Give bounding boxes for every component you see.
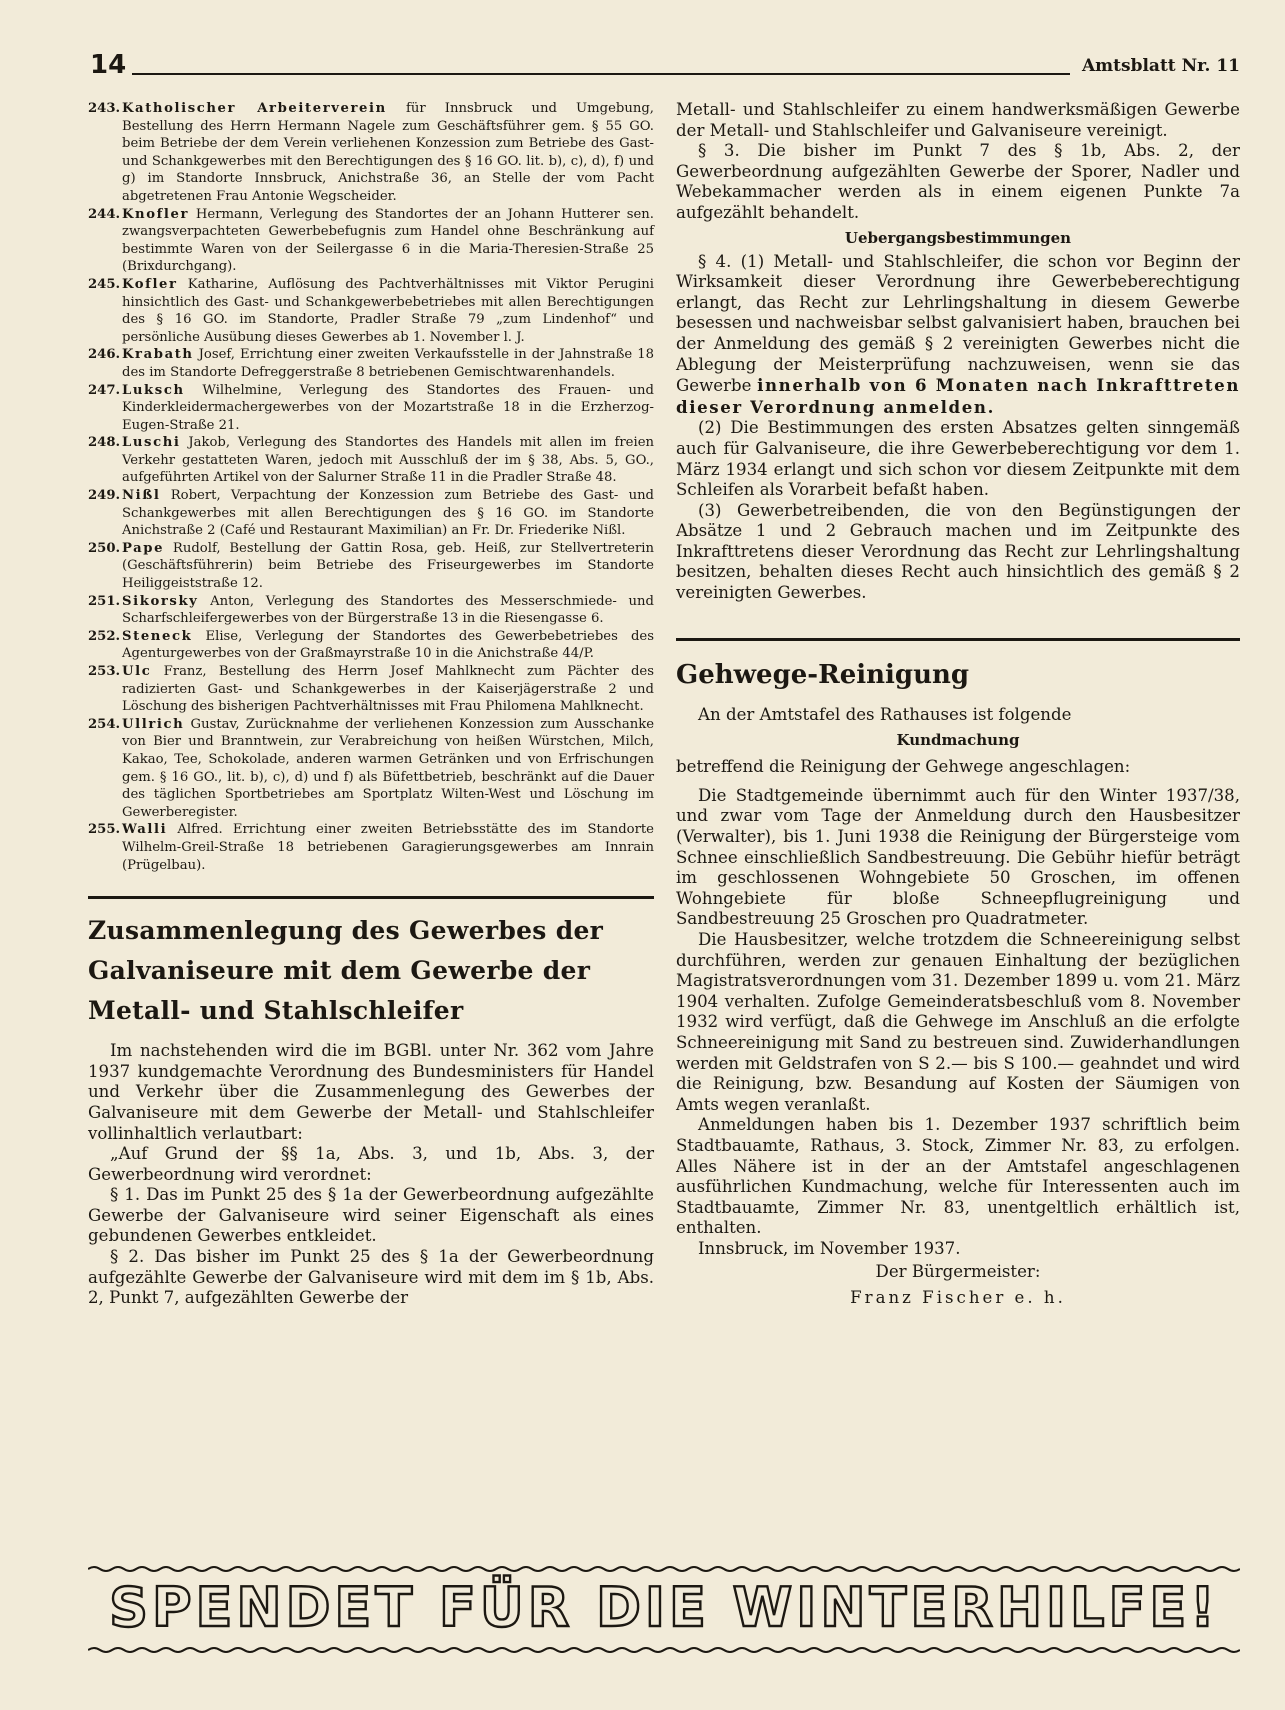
list-item <box>88 276 654 346</box>
entry-text: Rudolf, Bestellung der Gattin Rosa, geb. Heiß, zur Stellvertreterin (Geschäftsführerin) beim Betriebe des Friseurgewerbes im Standorte Heiliggeiststraße 12. <box>122 540 654 592</box>
place-date: Innsbruck, im November 1937. <box>698 1238 961 1258</box>
entry-number: 245. <box>88 276 121 292</box>
entry-text: Franz, Bestellung des Herrn Josef Mahlknecht zum Pächter des radizierten Gast- und Schankgewerbes in der Kaiserjägerstraße 2 und Löschung des bisherigen Pachtverhältnisses mit Frau Philomena Mahlknecht. <box>122 664 654 715</box>
list-item <box>88 593 654 628</box>
article-paragraph: „Auf Grund der §§ 1a, Abs. 3, und 1b, Abs. 3, der Gewerbeordnung wird verordnet: <box>88 1144 654 1184</box>
entry-name: Nißl <box>122 488 161 504</box>
entry-number: 252. <box>88 628 121 644</box>
entry-name: Walli <box>122 822 168 838</box>
entry-text: Gustav, Zurücknahme der verliehenen Konzession zum Ausschanke von Bier und Branntwein, zur Verabreichung von heißen Würstchen, Milch, Kakao, Tee, Schokolade, anderen warmen Getränken und von Erfrischungen gem. § 16 GO., lit. b), c), d) und f) als Büfettbetrieb, beschränkt auf die Dauer des täglichen Sportbetriebes am Sportplatz Wilten-West und Löschung im Gewerberegister. <box>122 716 654 820</box>
entry-name: Katholischer Arbeiterverein <box>122 101 387 116</box>
trade-register-list <box>88 100 654 874</box>
article-paragraph: Metall- und Stahlschleifer zu einem handwerksmäßigen Gewerbe der Metall- und Stahlschleifer und Galvaniseure vereinigt. <box>676 100 1240 140</box>
list-item <box>88 487 654 540</box>
entry-name: Luschi <box>122 435 181 451</box>
entry-text: Wilhelmine, Verlegung des Standortes des Frauen- und Kinderkleidermachergewerbes von der Mozartstraße 18 in die Erzherzog-Eugen-Straße 21. <box>122 382 654 433</box>
article-paragraph: (2) Die Bestimmungen des ersten Absatzes gelten sinngemäß auch für Galvaniseure, die ihre Gewerbeberechtigung vor dem 1. März 1934 erlangt und sich schon vor diesem Zeitpunkte mit dem Schleifen als Vorarbeit befaßt haben. <box>676 418 1240 500</box>
list-item <box>88 100 654 206</box>
left-column <box>88 100 654 1309</box>
article-paragraph: § 3. Die bisher im Punkt 7 des § 1b, Abs. 2, der Gewerbeordnung aufgezählten Gewerbe der Sporer, Nadler und Webekammacher werden als in einem eigenen Punkte 7a aufgezählt behandelt. <box>676 141 1240 222</box>
entry-number: 249. <box>88 488 121 504</box>
notice-paragraph: Die Stadtgemeinde übernimmt auch für den Winter 1937/38, und zwar vom Tage der Anmeldung durch den Hausbesitzer (Verwalter), bis 1. Juni 1938 die Reinigung der Bürgersteige vom Schnee einschließlich Sandbestreuung. Die Gebühr hiefür beträgt im geschlossenen Wohngebiete 50 Groschen, im offenen Wohngebiete für bloße Schneepflugreinigung und Sandbestreuung 25 Groschen pro Quadratmeter. <box>676 785 1240 929</box>
notice-heading: Kundmachung <box>896 731 1020 750</box>
list-item <box>88 434 654 487</box>
wavy-rule-bottom <box>88 1646 1240 1654</box>
section-divider <box>676 638 1240 641</box>
entry-name: Ulc <box>122 664 152 679</box>
notice-body <box>676 705 1240 1309</box>
entry-number: 244. <box>88 206 121 222</box>
article-paragraph: (3) Gewerbetreibenden, die von den Begünstigungen der Absätze 1 und 2 Gebrauch machen und im Zeitpunkte des Inkrafttretens dieser Verordnung das Recht zur Lehrlingshaltung besitzen, behalten dieses Recht auch hinsichtlich des gemäß § 2 vereinigten Gewerbes. <box>676 500 1240 603</box>
entry-text: für Innsbruck und Umgebung, Bestellung des Herrn Hermann Nagele zum Geschäftsführer gem. § 55 GO. beim Betriebe der dem Verein verliehenen Konzession zum Betriebe des Gast- und Schankgewerbes mit den Berechtigungen des § 16 GO. lit. b), c), d), f) und g) im Standorte Innsbruck, Anichstraße 36, an Stelle der vom Pacht abgetretenen Frau Antonie Wegscheider. <box>122 101 654 204</box>
notice-lead: betreffend die Reinigung der Gehwege angeschlagen: <box>676 757 1131 777</box>
issue-label: Amtsblatt Nr. 11 <box>1081 56 1240 76</box>
entry-text: Alfred. Errichtung einer zweiten Betriebsstätte des im Standorte Wilhelm-Greil-Straße 18 betriebenen Garagierungsgewerbes am Innrain (Prügelbau). <box>122 822 654 873</box>
entry-name: Krabath <box>122 347 194 363</box>
article-continuation <box>676 100 1240 604</box>
entry-text: Robert, Verpachtung der Konzession zum Betriebe des Gast- und Schankgewerbes mit allen Berechtigungen des § 16 GO. im Standorte Anichstraße 2 (Café und Restaurant Maximilian) an Fr. Dr. Friederike Nißl. <box>122 488 654 539</box>
entry-text: Anton, Verlegung des Standortes des Messerschmiede- und Scharfschleifergewerbes von der Bürgerstraße 13 in die Riesengasse 6. <box>122 593 654 627</box>
entry-number: 255. <box>88 822 121 838</box>
wavy-rule-top <box>88 1565 1240 1573</box>
entry-text: Hermann, Verlegung des Standortes der an Johann Hutterer sen. zwangsverpachteten Gewerbebefugnis zum Handel ohne Beschränkung auf bestimmte Waren von der Seilergasse 6 in die Maria-Theresien-Straße 25 (Brixdurchgang). <box>122 206 654 275</box>
entry-text: Katharine, Auflösung des Pachtverhältnisses mit Viktor Perugini hinsichtlich des Gast- und Schankgewerbebetriebes mit allen Berechtigungen des § 16 GO. im Standorte, Pradler Straße 79 „zum Lindenhof“ und persönliche Ausübung dieses Gewerbes ab 1. November l. J. <box>122 276 654 345</box>
page-header <box>88 48 1240 88</box>
entry-name: Kofler <box>122 276 178 292</box>
article-paragraph: § 4. (1) Metall- und Stahlschleifer, die schon vor Beginn der Wirksamkeit dieser Verordnung ihre Gewerbeberechtigung erlangt, das Recht zur Lehrlingshaltung in diesem Gewerbe besessen und nachweisbar selbst galvanisiert haben, brauchen bei der Anmeldung des gemäß § 2 vereinigten Gewerbes nicht die Ablegung der Meisterprüfung nachzuweisen, wenn sie das Gewerbe innerhalb von 6 Monaten nach Inkrafttreten dieser Verordnung anmelden. <box>676 251 1241 417</box>
entry-number: 250. <box>88 540 121 556</box>
winter-aid-banner <box>88 1558 1240 1650</box>
entry-text: Josef, Errichtung einer zweiten Verkaufsstelle in der Jahnstraße 18 des im Standorte Defreggerstraße 8 betriebenen Gemischtwarenhandels. <box>122 347 654 380</box>
entry-number: 246. <box>88 347 121 363</box>
spaced-emphasis: innerhalb von 6 Monaten nach Inkrafttreten dieser Verordnung anmelden. <box>676 375 1241 417</box>
page-number: 14 <box>90 50 127 80</box>
list-item <box>88 382 654 435</box>
article-paragraph: § 2. Das bisher im Punkt 25 des § 1a der Gewerbeordnung aufgezählte Gewerbe der Galvaniseure wird mit dem im § 1b, Abs. 2, Punkt 7, aufgezählten Gewerbe der <box>88 1247 654 1308</box>
list-item <box>88 206 654 276</box>
entry-number: 248. <box>88 435 121 451</box>
banner-text: SPENDET FÜR DIE WINTERHILFE! <box>109 1576 1219 1639</box>
entry-name: Sikorsky <box>122 593 199 609</box>
notice-title: Gehwege-Reinigung <box>676 659 970 690</box>
header-rule <box>132 73 1070 75</box>
list-item <box>88 821 654 874</box>
entry-text: Jakob, Verlegung des Standortes des Handels mit allen im freien Verkehr gestatteten Waren, jedoch mit Ausschluß der im § 38, Abs. 5, GO., aufgeführten Artikel von der Salurner Straße 11 in die Pradler Straße 48. <box>122 435 654 486</box>
signer-title: Der Bürgermeister: <box>875 1261 1041 1281</box>
entry-name: Knofler <box>122 206 190 222</box>
right-column <box>676 100 1240 1309</box>
article-paragraph: § 1. Das im Punkt 25 des § 1a der Gewerbeordnung aufgezählte Gewerbe der Galvaniseure wird seiner Eigenschaft als eines gebundenen Gewerbes entkleidet. <box>88 1185 654 1246</box>
entry-number: 247. <box>88 382 121 398</box>
list-item <box>88 540 654 593</box>
entry-number: 253. <box>88 664 121 679</box>
entry-name: Luksch <box>122 382 185 398</box>
entry-name: Steneck <box>122 628 193 644</box>
list-item <box>88 716 654 822</box>
list-item <box>88 663 654 716</box>
entry-name: Ullrich <box>122 716 185 732</box>
entry-number: 254. <box>88 716 121 732</box>
article-title: Zusammenlegung des Gewerbes der Galvaniseure mit dem Gewerbe der Metall- und Stahlschleifer <box>88 916 604 1026</box>
entry-number: 251. <box>88 593 121 609</box>
article-paragraph: Im nachstehenden wird die im BGBl. unter Nr. 362 vom Jahre 1937 kundgemachte Verordnung des Bundesministers für Handel und Verkehr über die Zusammenlegung des Gewerbes der Galvaniseure mit dem Gewerbe der Metall- und Stahlschleifer vollinhaltlich verlautbart: <box>88 1041 654 1143</box>
section-divider <box>88 896 654 899</box>
article-body <box>88 1041 654 1309</box>
notice-paragraph: Die Hausbesitzer, welche trotzdem die Schneereinigung selbst durchführen, werden zur genauen Einhaltung der bezüglichen Magistratsverordnungen vom 31. Dezember 1899 u. vom 21. März 1904 verhalten. Zufolge Gemeinderatsbeschluß vom 8. November 1932 wird verfügt, daß die Gehwege im Anschluß an die erfolgte Schneereinigung mit Sand zu bestreuen sind. Zuwiderhandlungen werden mit Geldstrafen von S 2.— bis S 100.— geahndet und wird die Reinigung, bzw. Besandung auf Kosten der Säumigen von Amts wegen veranlaßt. <box>676 930 1240 1114</box>
entry-name: Pape <box>122 540 165 556</box>
entry-text: Elise, Verlegung der Standortes des Gewerbebetriebes des Agenturgewerbes von der Graßmayrstraße 10 in die Anichstraße 44/P. <box>122 628 654 662</box>
signer-name: Franz Fischer e. h. <box>850 1288 1066 1308</box>
list-item <box>88 346 654 381</box>
entry-number: 243. <box>88 101 121 116</box>
list-item <box>88 628 654 663</box>
notice-intro: An der Amtstafel des Rathauses ist folgende <box>698 704 1072 724</box>
notice-paragraph: Anmeldungen haben bis 1. Dezember 1937 schriftlich beim Stadtbauamte, Rathaus, 3. Stock, Zimmer Nr. 83, zu erfolgen. Alles Nähere ist in der an der Amtstafel angeschlagenen ausführlichen Kundmachung, welche für Interessenten auch im Stadtbauamte, Zimmer Nr. 83, unentgeltlich erhältlich ist, enthalten. <box>676 1115 1240 1238</box>
transition-provisions-heading: Uebergangsbestimmungen <box>844 228 1072 247</box>
